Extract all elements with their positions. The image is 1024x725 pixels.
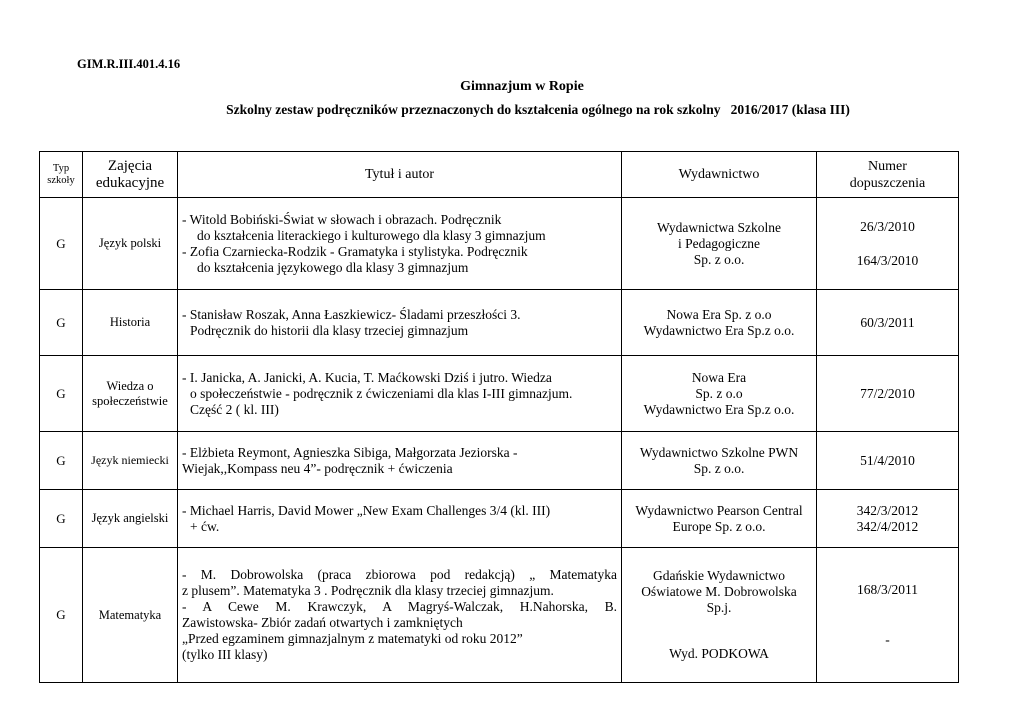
publisher-line: Wydawnictwo Pearson Central (635, 502, 803, 518)
publisher-line: Oświatowe M. Dobrowolska (641, 584, 797, 599)
approval-number-cell (817, 490, 959, 548)
publisher-line: Sp.j. (706, 600, 732, 615)
publisher-line: Sp. z o.o (695, 385, 743, 401)
header-school-type (40, 152, 83, 198)
publisher-line: i Pedagogiczne (677, 235, 761, 251)
publisher-cell (622, 198, 817, 290)
title-line: „Przed egzaminem gimnazjalnym z matematyki od roku 2012” (182, 631, 523, 646)
publisher-line: Sp. z o.o. (693, 460, 745, 476)
title-line: - I. Janicka, A. Janicki, A. Kucia, T. Maćkowski Dziś i jutro. Wiedza (182, 369, 552, 385)
subject-cell (83, 356, 178, 432)
title-author-cell (178, 356, 622, 432)
publisher-line: Wydawnictwo Era Sp.z o.o. (643, 322, 795, 338)
approval-number-cell: 51/4/2010 (817, 432, 959, 490)
title-line: - Zofia Czarniecka-Rodzik - Gramatyka i stylistyka. Podręcznik (182, 243, 528, 259)
approval-number: 164/3/2010 (856, 252, 919, 268)
header-text: dopuszczenia (849, 175, 926, 191)
school-type-cell: G (40, 356, 83, 432)
title-line: - A Cewe M. Krawczyk, A Magryś-Walczak, H.Nahorska, B. (182, 599, 617, 614)
approval-number-cell (817, 548, 959, 683)
title-line: - Elżbieta Reymont, Agnieszka Sibiga, Małgorzata Jeziorska - (182, 444, 518, 460)
title-line: do kształcenia językowego dla klasy 3 gimnazjum (197, 259, 469, 275)
table-row (40, 548, 959, 683)
document-subtitle: Szkolny zestaw podręczników przeznaczonych do kształcenia ogólnego na rok szkolny 2016/2017 (klasa III) (226, 102, 850, 117)
approval-number-cell: 77/2/2010 (817, 356, 959, 432)
header-title-author: Tytuł i autor (178, 152, 622, 198)
table-header-row (40, 152, 959, 198)
title-author-cell (178, 432, 622, 490)
publisher-line: Nowa Era Sp. z o.o (666, 306, 772, 322)
title-line: - M. Dobrowolska (praca zbiorowa pod redakcją) „ Matematyka (182, 567, 617, 582)
subject-cell: Historia (83, 290, 178, 356)
school-type-cell: G (40, 290, 83, 356)
title-line: + ćw. (190, 518, 220, 534)
approval-number: 168/3/2011 (856, 582, 918, 597)
approval-number: 26/3/2010 (860, 218, 915, 234)
header-text: szkoły (47, 174, 75, 186)
school-type-cell: G (40, 548, 83, 683)
school-type-cell: G (40, 490, 83, 548)
publisher-cell (622, 548, 817, 683)
title-line: - Witold Bobiński-Świat w słowach i obrazach. Podręcznik (182, 211, 502, 227)
table-row (40, 490, 959, 548)
publisher-line: Wydawnictwa Szkolne (656, 219, 782, 235)
approval-number-cell (817, 198, 959, 290)
header-subject (83, 152, 178, 198)
title-line: Część 2 ( kl. III) (190, 401, 279, 417)
approval-number-cell: 60/3/2011 (817, 290, 959, 356)
table-row (40, 432, 959, 490)
title-author-cell (178, 548, 622, 683)
title-line: z plusem”. Matematyka 3 . Podręcznik dla klasy trzeciej gimnazjum. (182, 583, 554, 598)
publisher-cell (622, 432, 817, 490)
title-author-cell (178, 198, 622, 290)
title-line: Zawistowska- Zbiór zadań otwartych i zamkniętych (182, 615, 463, 630)
spacer (818, 235, 957, 253)
subject-cell: Matematyka (83, 548, 178, 683)
title-line: Wiejak,,Kompass neu 4”- podręcznik + ćwiczenia (182, 460, 453, 476)
subject-line: społeczeństwie (92, 393, 168, 408)
school-type-cell: G (40, 432, 83, 490)
header-text: Zajęcia (107, 157, 153, 174)
publisher-line: Europe Sp. z o.o. (672, 518, 766, 534)
title-line: - Michael Harris, David Mower „New Exam Challenges 3/4 (kl. III) (182, 502, 551, 518)
table-row (40, 290, 959, 356)
subject-line: Wiedza o (106, 378, 154, 393)
header-approval-number (817, 152, 959, 198)
publisher-cell (622, 356, 817, 432)
title-line: do kształcenia literackiego i kulturowego dla klasy 3 gimnazjum (197, 227, 546, 243)
title-author-cell (178, 290, 622, 356)
title-line: - Stanisław Roszak, Anna Łaszkiewicz- Śladami przeszłości 3. (182, 306, 521, 322)
publisher-line: Sp. z o.o. (693, 251, 745, 267)
school-name: Gimnazjum w Ropie (460, 79, 584, 94)
publisher-line: Wyd. PODKOWA (669, 646, 769, 661)
title-line: (tylko III klasy) (182, 647, 268, 662)
publisher-cell (622, 490, 817, 548)
subject-cell: Język angielski (83, 490, 178, 548)
table-row (40, 198, 959, 290)
subject-cell: Język niemiecki (83, 432, 178, 490)
table-row (40, 356, 959, 432)
publisher-line: Gdańskie Wydawnictwo (652, 568, 786, 583)
spacer (818, 598, 957, 632)
textbook-table (39, 151, 959, 683)
document-reference: GIM.R.III.401.4.16 (77, 57, 181, 71)
publisher-cell (622, 290, 817, 356)
school-type-cell: G (40, 198, 83, 290)
header-text: Typ (52, 162, 70, 174)
approval-number: 342/4/2012 (856, 518, 919, 534)
title-author-cell (178, 490, 622, 548)
publisher-line: Wydawnictwo Szkolne PWN (639, 444, 799, 460)
spacer (623, 616, 815, 646)
header-publisher: Wydawnictwo (622, 152, 817, 198)
subject-cell: Język polski (83, 198, 178, 290)
title-line: o społeczeństwie - podręcznik z ćwiczeniami dla klas I-III gimnazjum. (190, 385, 573, 401)
approval-number: - (885, 632, 890, 647)
approval-number: 342/3/2012 (856, 502, 919, 518)
publisher-line: Wydawnictwo Era Sp.z o.o. (643, 401, 795, 417)
header-text: Numer (868, 158, 907, 174)
publisher-line: Nowa Era (691, 369, 747, 385)
title-line: Podręcznik do historii dla klasy trzeciej gimnazjum (190, 322, 469, 338)
header-text: edukacyjne (95, 174, 165, 191)
